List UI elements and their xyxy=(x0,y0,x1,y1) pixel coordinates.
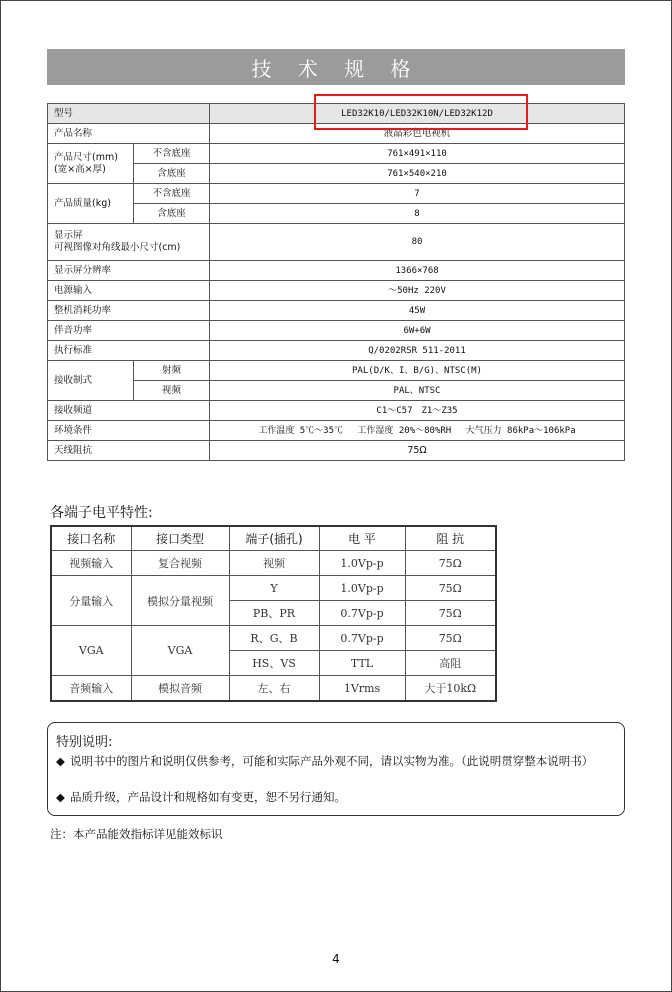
table-row xyxy=(51,676,496,702)
port-terminal: 左、右 xyxy=(229,676,319,702)
port-terminal: HS、VS xyxy=(229,651,319,676)
model-value: LED32K10/LED32K10N/LED32K12D xyxy=(210,104,625,124)
row-sublabel: 含底座 xyxy=(134,204,210,224)
table-row xyxy=(48,164,625,184)
table-row xyxy=(48,261,625,281)
table-row xyxy=(51,576,496,601)
port-type: 复合视频 xyxy=(131,551,229,576)
table-row xyxy=(48,361,625,381)
column-header: 电 平 xyxy=(319,526,405,551)
page-title: 技 术 规 格 xyxy=(47,49,625,85)
table-header-row xyxy=(51,526,496,551)
row-label: 电源输入 xyxy=(48,281,210,301)
notes-title: 特别说明: xyxy=(56,735,113,750)
port-terminal: Y xyxy=(229,576,319,601)
row-value: 液晶彩色电视机 xyxy=(210,124,625,144)
row-value: ～50Hz 220V xyxy=(210,281,625,301)
table-row xyxy=(48,441,625,461)
port-terminal: PB、PR xyxy=(229,601,319,626)
screen-label-diagonal: 可视图像对角线最小尺寸(cm) xyxy=(54,242,181,253)
row-sublabel: 不含底座 xyxy=(134,184,210,204)
diamond-bullet-icon: ◆ xyxy=(56,790,65,804)
table-row xyxy=(48,184,625,204)
column-header: 端子(插孔) xyxy=(229,526,319,551)
port-level: 0.7Vp-p xyxy=(319,626,405,651)
table-row xyxy=(48,401,625,421)
table-row xyxy=(48,421,625,441)
port-name: 视频输入 xyxy=(51,551,131,576)
port-level: 1Vrms xyxy=(319,676,405,702)
note-item xyxy=(56,753,618,770)
row-value: 8 xyxy=(210,204,625,224)
port-level: TTL xyxy=(319,651,405,676)
row-label: 接收频道 xyxy=(48,401,210,421)
row-value: 7 xyxy=(210,184,625,204)
row-value: C1～C57 Z1～Z35 xyxy=(210,401,625,421)
ports-table xyxy=(50,525,497,702)
row-value: 45W xyxy=(210,301,625,321)
column-header: 接口类型 xyxy=(131,526,229,551)
page-number: 4 xyxy=(332,952,340,966)
size-label: 产品尺寸(mm) xyxy=(54,151,118,163)
note-text: 说明书中的图片和说明仅供参考，可能和实际产品外观不同，请以实物为准。（此说明贯穿整本说明书） xyxy=(70,754,594,768)
row-label: 整机消耗功率 xyxy=(48,301,210,321)
row-label: 天线阻抗 xyxy=(48,441,210,461)
model-label: 型号 xyxy=(48,104,210,124)
row-sublabel: 射频 xyxy=(134,361,210,381)
row-value: Q/0202RSR 511-2011 xyxy=(210,341,625,361)
screen-label: 显示屏 xyxy=(54,230,83,241)
row-label: 执行标准 xyxy=(48,341,210,361)
table-row xyxy=(48,144,625,164)
port-level: 1.0Vp-p xyxy=(319,551,405,576)
size-label-dims: (宽×高×厚) xyxy=(54,163,106,175)
column-header: 接口名称 xyxy=(51,526,131,551)
table-row xyxy=(48,341,625,361)
table-row xyxy=(48,301,625,321)
ports-section-title: 各端子电平特性: xyxy=(50,505,153,521)
row-sublabel: 不含底座 xyxy=(134,144,210,164)
row-label xyxy=(48,224,210,261)
port-name: 音频输入 xyxy=(51,676,131,702)
port-impedance: 高阻 xyxy=(405,651,496,676)
row-sublabel: 含底座 xyxy=(134,164,210,184)
row-value: 761×540×210 xyxy=(210,164,625,184)
row-label: 产品名称 xyxy=(48,124,210,144)
footnote: 注：本产品能效指标详见能效标识 xyxy=(50,827,223,841)
row-value: PAL(D/K、I、B/G)、NTSC(M) xyxy=(210,361,625,381)
row-label: 环境条件 xyxy=(48,421,210,441)
port-type: 模拟分量视频 xyxy=(131,576,229,626)
port-name: 分量输入 xyxy=(51,576,131,626)
port-impedance: 75Ω xyxy=(405,626,496,651)
port-name: VGA xyxy=(51,626,131,676)
port-terminal: 视频 xyxy=(229,551,319,576)
port-impedance: 75Ω xyxy=(405,551,496,576)
row-value: 75Ω xyxy=(210,441,625,461)
column-header: 阻 抗 xyxy=(405,526,496,551)
row-label xyxy=(48,144,134,184)
port-level: 1.0Vp-p xyxy=(319,576,405,601)
row-value: PAL、NTSC xyxy=(210,381,625,401)
table-row xyxy=(48,321,625,341)
table-row xyxy=(48,204,625,224)
port-type: VGA xyxy=(131,626,229,676)
note-item xyxy=(56,789,618,806)
row-label: 显示屏分辨率 xyxy=(48,261,210,281)
table-row xyxy=(48,224,625,261)
port-impedance: 75Ω xyxy=(405,576,496,601)
row-value: 761×491×110 xyxy=(210,144,625,164)
special-notes-box xyxy=(47,722,625,816)
row-value: 80 xyxy=(210,224,625,261)
spec-table xyxy=(47,103,625,461)
note-text: 品质升级，产品设计和规格如有变更，恕不另行通知。 xyxy=(70,790,346,804)
row-label: 伴音功率 xyxy=(48,321,210,341)
port-impedance: 大于10kΩ xyxy=(405,676,496,702)
row-value: 1366×768 xyxy=(210,261,625,281)
port-impedance: 75Ω xyxy=(405,601,496,626)
table-row xyxy=(48,381,625,401)
row-sublabel: 视频 xyxy=(134,381,210,401)
row-label: 产品质量(kg) xyxy=(48,184,134,224)
port-level: 0.7Vp-p xyxy=(319,601,405,626)
table-row xyxy=(51,626,496,651)
table-row xyxy=(51,551,496,576)
row-value: 工作温度 5℃～35℃ 工作湿度 20%～80%RH 大气压力 86kPa～106kPa xyxy=(210,421,625,441)
row-label: 接收制式 xyxy=(48,361,134,401)
model-highlight-box xyxy=(314,94,528,130)
port-type: 模拟音频 xyxy=(131,676,229,702)
port-terminal: R、G、B xyxy=(229,626,319,651)
row-value: 6W+6W xyxy=(210,321,625,341)
table-row xyxy=(48,281,625,301)
diamond-bullet-icon: ◆ xyxy=(56,754,65,768)
